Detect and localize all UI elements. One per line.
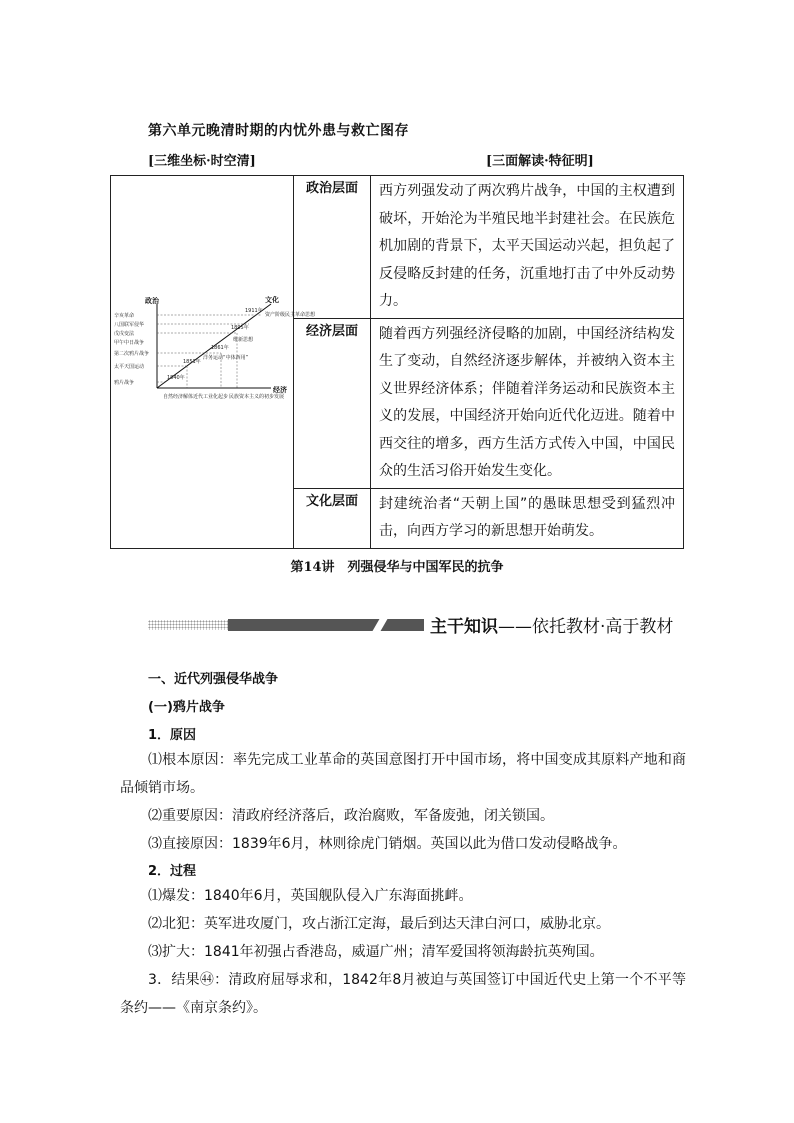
unit-title: 第六单元晚清时期的内忧外患与救亡图存 [148,123,409,139]
table-row [111,176,684,319]
timeline-diagram-cell [111,176,316,549]
section-header-left: [三维坐标·时空清] [148,154,256,169]
banner-dots [148,620,228,630]
paragraph: ⑶直接原因：1839年6月，林则徐虎门销烟。英国以此为借口发动侵略战争。 [148,836,627,852]
economy-event-label: 近代工业化起步 [193,394,229,400]
event-label: 戊戌变法 [114,331,135,337]
timeline-diagram [111,176,316,530]
paragraph: ⑶扩大：1841年初强占香港岛，威逼广州；清军爱国将领海龄抗英殉国。 [148,944,604,960]
item-heading: 1．原因 [148,728,197,743]
year-label: 1851年 [183,359,201,365]
culture-event-label: 资产阶级民主革命思想 [265,312,316,318]
axis-label-politics: 政治 [145,297,159,305]
lecture-title: 第14讲 列强侵华与中国军民的抗争 [290,560,504,575]
event-label: 甲午中日战争 [114,340,145,346]
event-label: 八国联军侵华 [114,322,145,328]
section-heading: 一、近代列强侵华战争 [148,672,279,687]
axis-label-economy: 经济 [273,386,287,394]
row-text-politics: 西方列强发动了两次鸦片战争，中国的主权遭到破坏，开始沦为半殖民地半封建社会。在民族危机加剧的背景下，太平天国运动兴起，担负起了反侵略反封建的任务，沉重地打击了中外反动势力。 [371,176,684,319]
paragraph: ⑵重要原因：清政府经济落后，政治腐败，军备废弛，闭关锁国。 [148,808,554,824]
event-label: 辛亥革命 [114,313,135,319]
inline-label: 洋务运动“中体西用” [203,355,249,361]
row-label-economy: 经济层面 [294,318,371,488]
row-label-politics: 政治层面 [294,176,371,319]
subsection-heading: (一)鸦片战争 [148,700,225,715]
paragraph: ⑵北犯：英军进攻厦门，攻占浙江定海，最后到达天津白河口，威胁北京。 [148,916,610,932]
row-label-culture: 文化层面 [294,488,371,548]
inline-label: 维新思想 [233,337,254,343]
banner-bar [228,619,424,631]
banner-title-sub: ——依托教材·高于教材 [498,617,674,637]
event-label: 第二次鸦片战争 [114,351,150,357]
year-label: 1861年 [211,345,229,351]
economy-event-label: 自然经济解体 [163,394,194,400]
paragraph: ⑴爆发：1840年6月，英国舰队侵入广东海面挑衅。 [148,888,473,904]
event-label: 太平天国运动 [114,364,145,370]
item-heading: 2．过程 [148,864,197,879]
summary-table [110,175,684,549]
event-label: 鸦片战争 [114,380,135,386]
banner-title-main: 主干知识 [430,617,498,637]
year-label: 1911年 [245,308,263,314]
economy-event-label: 民族资本主义的初步发展 [229,394,285,400]
section-header-right: [三面解读·特征明] [486,154,594,169]
axis-label-culture: 文化 [265,296,279,304]
paragraph: ⑴根本原因：率先完成工业革命的英国意图打开中国市场，将中国变成其原料产地和商品倾销市场。 [120,752,686,796]
year-label: 1840年 [167,375,185,381]
paragraph: 3．结果㊹：清政府屈辱求和，1842年8月被迫与英国签订中国近代史上第一个不平等条约——《南京条约》。 [120,972,686,1016]
row-text-culture: 封建统治者“天朝上国”的愚昧思想受到猛烈冲击，向西方学习的新思想开始萌发。 [371,488,684,548]
row-text-economy: 随着西方列强经济侵略的加剧，中国经济结构发生了变动，自然经济逐步解体，并被纳入资本主义世界经济体系；伴随着洋务运动和民族资本主义的发展，中国经济开始向近代化迈进。随着中西交往的增多，西方生活方式传入中国，中国民众的生活习俗开始发生变化。 [371,318,684,488]
banner-title [430,612,673,637]
section-banner [148,612,674,638]
year-label: 1895年 [231,325,249,331]
